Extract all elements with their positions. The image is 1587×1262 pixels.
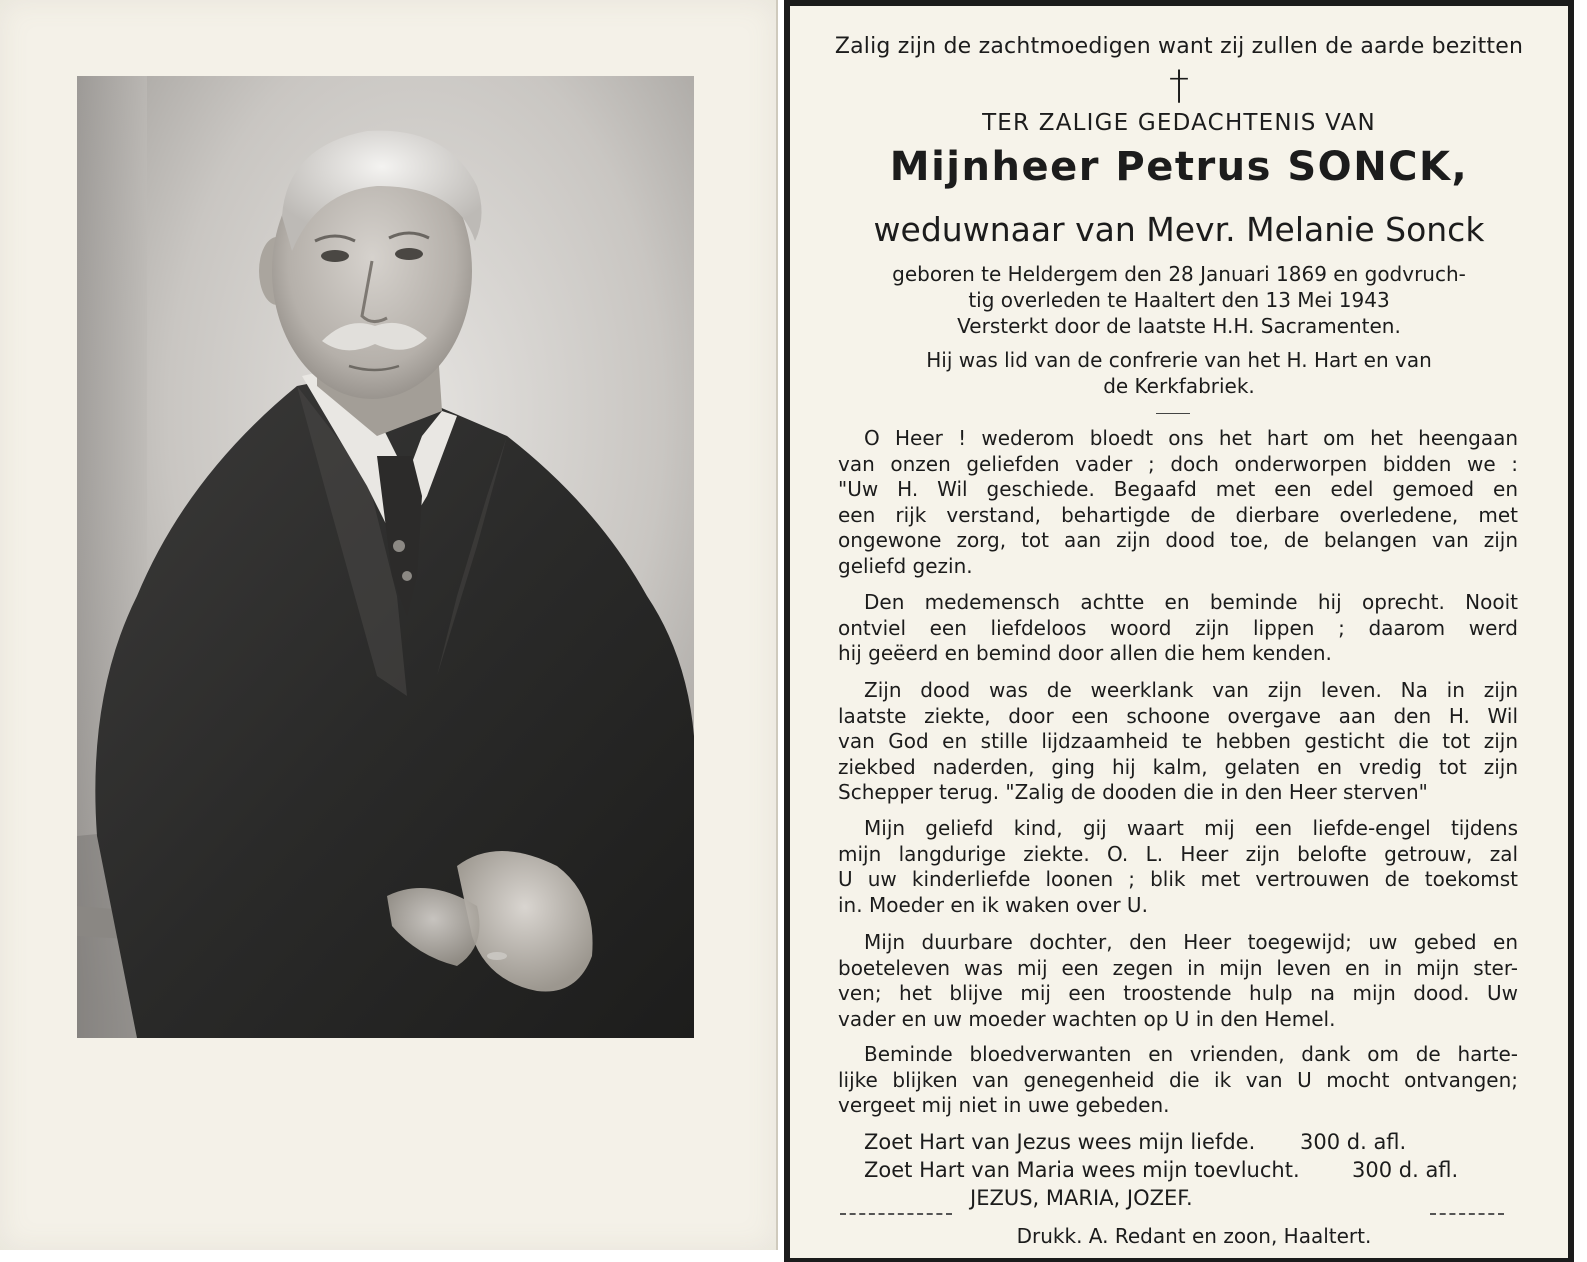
text-line: een rijk verstand, behartigde de dierbare overledene, met [838,502,1518,527]
text-line: ven; het blijve mij een troostende hulp na mijn dood. Uw [838,981,1518,1005]
widower-line: weduwnaar van Mevr. Melanie Sonck [873,210,1485,249]
text-line: U uw kinderliefde loonen ; blik met vertrouwen de toekomst [838,867,1518,891]
text-line: "Uw H. Wil geschiede. Begaafd met een edel gemoed en [838,477,1518,501]
text-line: vader en uw moeder wachten op U in den Hemel. [838,1006,1336,1031]
text-line: O Heer ! wederom bloedt ons het hart om het heengaan [864,426,1518,450]
text-line: lijke blijken van genegenheid die ik van U mocht ontvangen; [838,1067,1518,1092]
text-line: ongewone zorg, tot aan zijn dood toe, de belangen van zijn [838,528,1518,552]
text-line: boeteleven was mij een zegen in mijn leven en in mijn ster- [838,955,1518,980]
paragraph-5 [838,930,1518,1032]
text-line: mijn langdurige ziekte. O. L. Heer zijn belofte getrouw, zal [838,841,1518,866]
portrait-photo [77,76,694,1038]
text-line: hij geëerd en bemind door allen die hem kenden. [838,641,1332,665]
portrait-image [77,76,694,1038]
memorial-card [784,0,1574,1262]
prayer-maria: Zoet Hart van Maria wees mijn toevlucht. [864,1158,1300,1182]
paragraph-6 [838,1042,1518,1119]
memory-heading: TER ZALIGE GEDACHTENIS VAN [982,110,1376,136]
text-line: laatste ziekte, door een schoone overgave aan den H. Wil [838,703,1518,728]
paragraph-3 [838,678,1518,806]
closing-invocation: JEZUS, MARIA, JOZEF. [970,1186,1193,1210]
text-line: vergeet mij niet in uwe gebeden. [838,1093,1170,1117]
dashed-line-left [840,1213,952,1215]
text-line: Zijn dood was de weerklank van zijn leven. Na in zijn [864,678,1518,702]
paragraph-2 [838,590,1518,667]
prayer-jesus-indulgence: 300 d. afl. [1300,1130,1407,1154]
photo-card [0,0,778,1250]
paragraph-1 [838,426,1518,579]
beatitude-motto: Zalig zijn de zachtmoedigen want zij zullen de aarde bezitten [834,34,1524,59]
sacraments-line: Versterkt door de laatste H.H. Sacramenten. [957,314,1401,338]
prayer-maria-indulgence: 300 d. afl. [1352,1158,1459,1182]
text-line: in. Moeder en ik waken over U. [838,892,1148,917]
text-line: van onzen geliefden vader ; doch onderworpen bidden we : [838,451,1518,476]
paragraph-4 [838,816,1518,918]
printer-credit: Drukk. A. Redant en zoon, Haaltert. [1016,1224,1372,1248]
separator-line [1156,413,1190,414]
text-line: geliefd gezin. [838,553,973,578]
text-line: Beminde bloedverwanten en vrienden, dank om de harte- [864,1042,1518,1066]
text-line: Mijn duurbare dochter, den Heer toegewijd; uw gebed en [864,930,1518,954]
text-line: ontviel een liefdeloos woord zijn lippen ; daarom werd [838,615,1518,640]
memorial-card-paper [790,6,1568,1258]
cross-icon: † [1169,63,1189,109]
text-line: Schepper terug. "Zalig de dooden die in den Heer sterven" [838,780,1428,804]
deceased-name: Mijnheer Petrus SONCK, [889,144,1469,190]
text-line: Den medemensch achtte en beminde hij oprecht. Nooit [864,590,1518,614]
confraternity-line: Hij was lid van de confrerie van het H. Hart en van [926,348,1432,372]
confraternity-line-2: de Kerkfabriek. [1103,374,1255,398]
text-line: van God en stille lijdzaamheid te hebben gesticht die tot zijn [838,729,1518,753]
prayer-jesus: Zoet Hart van Jezus wees mijn liefde. [864,1130,1256,1154]
dashed-line-right [1430,1213,1504,1215]
text-line: ziekbed naderden, ging hij kalm, gelaten en vredig tot zijn [838,754,1518,779]
death-line: tig overleden te Haaltert den 13 Mei 1943 [968,288,1390,312]
text-line: Mijn geliefd kind, gij waart mij een liefde-engel tijdens [864,816,1518,840]
birth-line: geboren te Heldergem den 28 Januari 1869 en godvruch- [892,262,1466,286]
